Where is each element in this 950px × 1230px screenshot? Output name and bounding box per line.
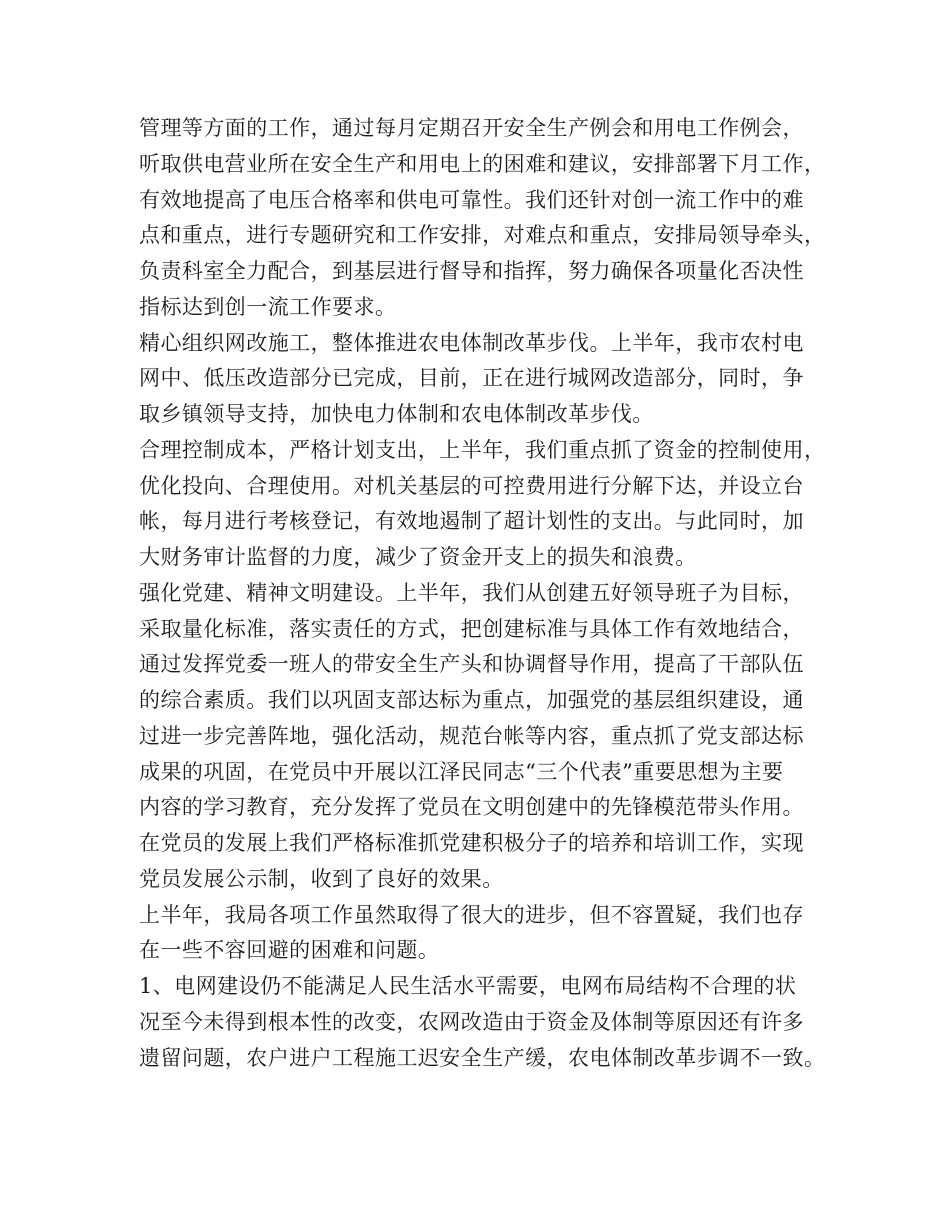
text-line: 成果的巩固，在党员中开展以江泽民同志“三个代表”重要思想为主要 [139, 759, 784, 784]
text-line: 上半年，我局各项工作虽然取得了很大的进步，但不容置疑，我们也存 [139, 902, 804, 927]
text-line: 有效地提高了电压合格率和供电可靠性。我们还针对创一流工作中的难 [139, 187, 804, 212]
document-body [139, 111, 839, 1076]
text-line: 1、电网建设仍不能满足人民生活水平需要，电网布局结构不合理的状 [139, 974, 797, 998]
text-line: 点和重点，进行专题研究和工作安排，对难点和重点，安排局领导牵头， [139, 223, 826, 248]
text-line: 合理控制成本，严格计划支出，上半年，我们重点抓了资金的控制使用， [139, 437, 826, 462]
text-line: 管理等方面的工作，通过每月定期召开安全生产例会和用电工作例会， [139, 116, 804, 140]
text-line: 强化党建、精神文明建设。上半年，我们从创建五好领导班子为目标， [139, 580, 804, 605]
text-line: 遗留问题，农户进户工程施工迟安全生产缓，农电体制改革步调不一致。 [139, 1045, 826, 1070]
text-line: 采取量化标准，落实责任的方式，把创建标准与具体工作有效地结合， [139, 616, 804, 641]
text-line: 网中、低压改造部分已完成，目前，正在进行城网改造部分，同时，争 [139, 366, 804, 391]
text-line: 过进一步完善阵地，强化活动，规范台帐等内容，重点抓了党支部达标 [139, 723, 804, 748]
text-line: 况至今未得到根本性的改变，农网改造由于资金及体制等原因还有许多 [139, 1009, 804, 1034]
text-line: 的综合素质。我们以巩固支部达标为重点，加强党的基层组织建设，通 [139, 688, 804, 712]
text-line: 优化投向、合理使用。对机关基层的可控费用进行分解下达，并设立台 [139, 473, 804, 498]
text-line: 党员发展公示制，收到了良好的效果。 [139, 866, 504, 891]
text-line: 在一些不容回避的困难和问题。 [139, 938, 440, 963]
text-line: 帐，每月进行考核登记，有效地遏制了超计划性的支出。与此同时，加 [139, 509, 804, 534]
text-line: 内容的学习教育，充分发挥了党员在文明创建中的先锋模范带头作用。 [139, 795, 804, 820]
text-line: 负责科室全力配合，到基层进行督导和指挥，努力确保各项量化否决性 [139, 259, 804, 283]
text-line: 精心组织网改施工，整体推进农电体制改革步伐。上半年，我市农村电 [139, 330, 804, 355]
text-line: 在党员的发展上我们严格标准抓党建积极分子的培养和培训工作，实现 [139, 831, 804, 855]
text-line: 听取供电营业所在安全生产和用电上的困难和建议，安排部署下月工作， [139, 151, 826, 176]
text-line: 指标达到创一流工作要求。 [139, 294, 397, 319]
text-line: 大财务审计监督的力度，减少了资金开支上的损失和浪费。 [139, 545, 697, 569]
text-line: 通过发挥党委一班人的带安全生产头和协调督导作用，提高了干部队伍 [139, 652, 804, 677]
text-line: 取乡镇领导支持，加快电力体制和农电体制改革步伐。 [139, 402, 654, 426]
